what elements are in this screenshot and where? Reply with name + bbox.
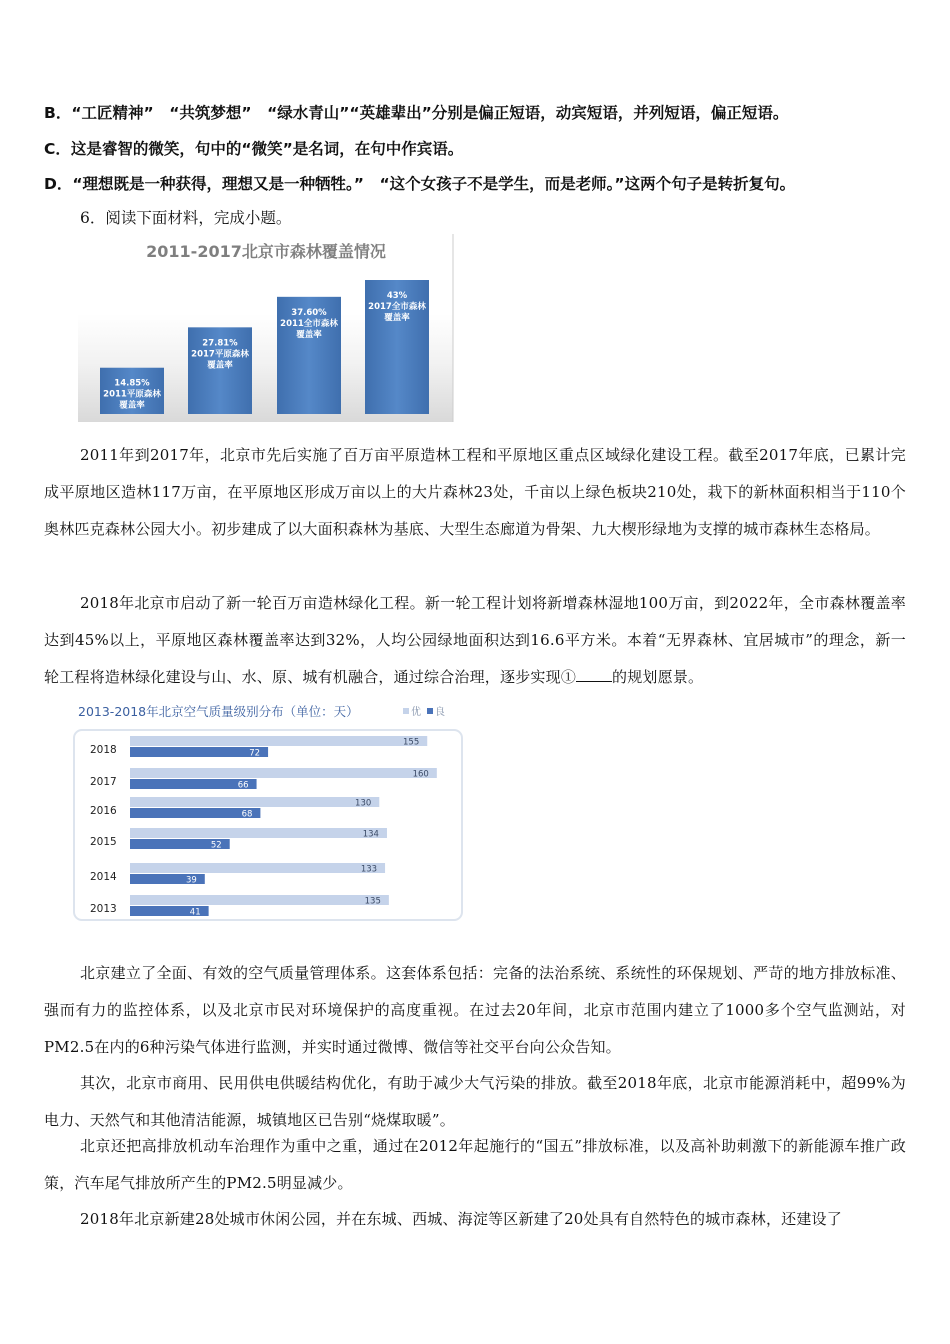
air-chart-title: 2013-2018年北京空气质量级别分布（单位：天）	[78, 704, 359, 719]
year-tick-label: 2016	[90, 805, 117, 817]
air-chart-frame	[74, 730, 462, 920]
bar-value-label: 133	[360, 864, 378, 875]
forest-coverage-chart	[78, 234, 456, 422]
forest-bar-value-label: 27.81%	[202, 338, 238, 349]
paragraph-2	[44, 585, 906, 696]
legend-swatch	[427, 708, 433, 714]
paragraph-1: 2011年到2017年，北京市先后实施了百万亩平原造林工程和平原地区重点区域绿化建设工程。截至2017年底，已累计完成平原地区造林117万亩，在平原地区形成万亩以上的大片森林23处，千亩以上绿色板块210处，栽下的新林面积相当于110个奥林匹克森林公园大小。初步建成了以大面积森林为基底、大型生态廊道为骨架、九大楔形绿地为支撑的城市森林生态格局。	[44, 446, 906, 538]
bar-value-label: 41	[189, 907, 201, 918]
air-chart-svg	[70, 697, 470, 927]
forest-bar-category-label: 覆盖率	[119, 400, 145, 411]
year-tick-label: 2015	[90, 836, 117, 848]
paragraph-2-text-a: 2018年北京市启动了新一轮百万亩造林绿化工程。新一轮工程计划将新增森林湿地100万亩，到2022年，全市森林覆盖率达到45%以上，平原地区森林覆盖率达到32%，人均公园绿地面积达到16.6平方米。本着“无界森林、宜居城市”的理念，新一轮工程将造林绿化建设与山、水、原、城有机融合，通过综合治理，逐步实现	[44, 594, 906, 686]
excellent-days-bar	[130, 863, 385, 873]
excellent-days-bar	[130, 828, 387, 838]
bar-value-label: 72	[249, 748, 261, 759]
forest-bar-category-label: 覆盖率	[296, 329, 322, 340]
forest-bar-category-label: 2011平原森林	[103, 389, 161, 400]
bar-value-label: 135	[364, 896, 381, 907]
year-tick-label: 2018	[90, 744, 117, 756]
excellent-days-bar	[130, 797, 379, 807]
paragraph-2-text-b: 的规划愿景。	[612, 668, 704, 686]
forest-bar-category-label: 2017全市森林	[368, 302, 426, 312]
forest-bar-category-label: 覆盖率	[207, 360, 233, 371]
good-days-bar	[130, 747, 268, 757]
option-c: C．这是睿智的微笑，句中的“微笑”是名词，在句中作宾语。	[44, 140, 464, 158]
bar-value-label: 39	[185, 875, 197, 886]
forest-bar-category-label: 2011全市森林	[280, 318, 338, 329]
option-d: D．“理想既是一种获得，理想又是一种牺牲。” “这个女孩子不是学生，而是老师。”这两个句子是转折复句。	[44, 175, 796, 193]
excellent-days-bar	[130, 895, 389, 905]
year-tick-label: 2014	[90, 871, 117, 883]
question-6-prompt: 6．阅读下面材料，完成小题。	[80, 209, 292, 227]
forest-bar-category-label: 2017平原森林	[191, 349, 249, 360]
bar-value-label: 160	[412, 769, 429, 780]
excellent-days-bar	[130, 736, 427, 746]
bar-value-label: 68	[241, 809, 253, 820]
paragraph-4: 其次，北京市商用、民用供电供暖结构优化，有助于减少大气污染的排放。截至2018年底，北京市能源消耗中，超99%为电力、天然气和其他清洁能源，城镇地区已告别“烧煤取暖”。	[44, 1074, 906, 1129]
paragraph-6: 2018年北京新建28处城市休闲公园，并在东城、西城、海淀等区新建了20处具有自然特色的城市森林，还建设了	[80, 1210, 842, 1228]
year-tick-label: 2013	[90, 903, 117, 915]
excellent-days-bar	[130, 768, 437, 778]
forest-chart-title: 2011-2017北京市森林覆盖情况	[146, 242, 386, 261]
legend-swatch	[403, 708, 409, 714]
forest-bar-value-label: 37.60%	[291, 307, 327, 318]
option-b: B．“工匠精神” “共筑梦想” “绿水青山”“英雄辈出”分别是偏正短语，动宾短语，并列短语，偏正短语。	[44, 104, 789, 122]
fill-in-blank	[576, 667, 612, 682]
bar-value-label: 52	[210, 840, 222, 851]
year-tick-label: 2017	[90, 776, 117, 788]
air-quality-chart	[70, 697, 470, 927]
bar-value-label: 155	[403, 737, 420, 748]
paragraph-3: 北京建立了全面、有效的空气质量管理体系。这套体系包括：完备的法治系统、系统性的环保规划、严苛的地方排放标准、强而有力的监控体系，以及北京市民对环境保护的高度重视。在过去20年间，北京市范围内建立了1000多个空气监测站，对PM2.5在内的6种污染气体进行监测，并实时通过微博、微信等社交平台向公众告知。	[44, 964, 906, 1056]
forest-bar-value-label: 43%	[386, 291, 408, 301]
paragraph-5: 北京还把高排放机动车治理作为重中之重，通过在2012年起施行的“国五”排放标准，以及高补助刺激下的新能源车推广政策，汽车尾气排放所产生的PM2.5明显减少。	[44, 1137, 906, 1192]
forest-bar-value-label: 14.85%	[114, 378, 150, 389]
legend-label: 优	[411, 707, 421, 718]
forest-bar-category-label: 覆盖率	[384, 313, 410, 323]
legend-label: 良	[435, 707, 445, 718]
blank-marker: ①	[560, 668, 577, 686]
bar-value-label: 66	[237, 780, 249, 791]
bar-value-label: 134	[362, 829, 379, 840]
forest-chart-svg	[78, 234, 456, 422]
bar-value-label: 130	[355, 798, 372, 809]
